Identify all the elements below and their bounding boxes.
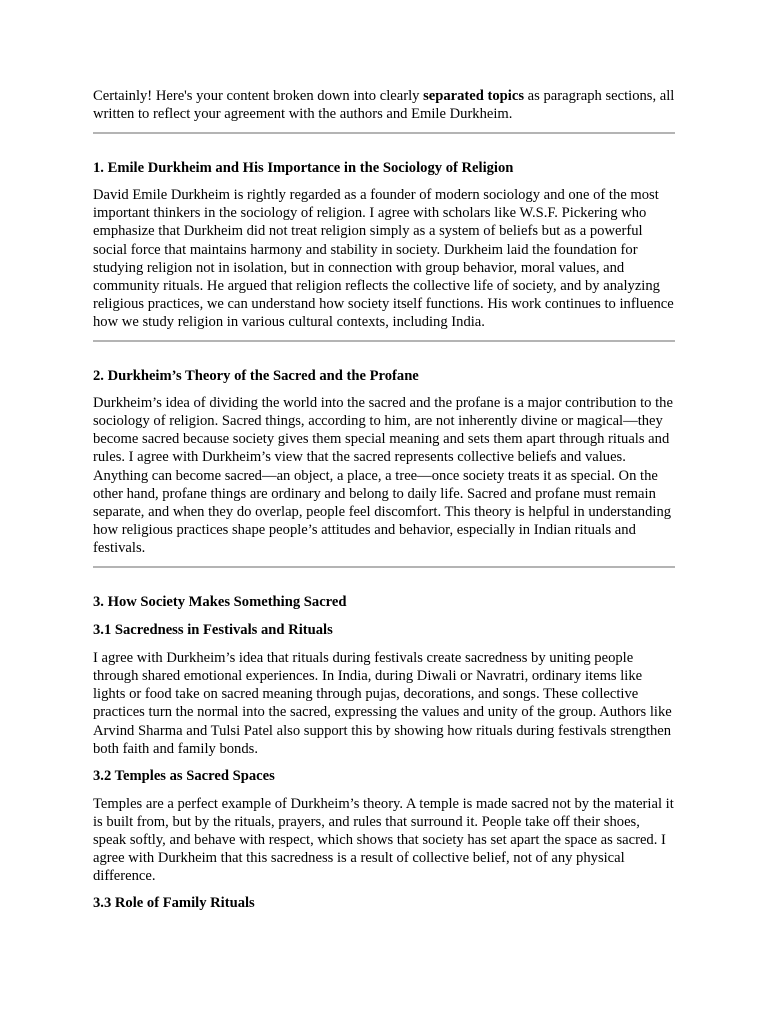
section-3-2-body: Temples are a perfect example of Durkheim’s theory. A temple is made sacred not by the material it is built from, but by the rituals, prayers, and rules that surround it. People take off their shoes, speak softly, and behave with respect, which shows that society has set apart the space as sacred. I agree with Durkheim that this sacredness is a result of collective belief, not of any physical difference. [93,795,674,885]
section-1-heading: 1. Emile Durkheim and His Importance in the Sociology of Religion [93,160,514,177]
intro-text-start: Certainly! Here's your content broken down into clearly [93,88,424,104]
section-3-1-heading: 3.1 Sacredness in Festivals and Rituals [93,622,333,639]
section-divider [93,340,675,342]
section-2-body: Durkheim’s idea of dividing the world into the sacred and the profane is a major contribution to the sociology of religion. Sacred things, according to him, are not inherently divine or magical—they become sacred because society gives them special meaning and sets them apart through rituals and rules. I agree with Durkheim’s view that the sacred represents collective beliefs and values. Anything can become sacred—an object, a place, a tree—once society treats it as special. On the other hand, profane things are ordinary and belong to daily life. Sacred and profane must remain separate, and when they do overlap, people feel discomfort. This theory is helpful in understanding how religious practices shape people’s attitudes and behavior, especially in Indian rituals and festivals. [93,395,673,556]
section-divider [93,566,675,568]
section-3-2-heading: 3.2 Temples as Sacred Spaces [93,767,275,784]
document-content [93,87,675,922]
intro-bold-text: separated topics [423,88,525,104]
section-3-3-heading: 3.3 Role of Family Rituals [93,895,255,912]
intro-text-end: as paragraph sections, all written to reflect your agreement with the authors and Emile Durkheim. [93,88,675,123]
section-3-1-body: I agree with Durkheim’s idea that rituals during festivals create sacredness by uniting people through shared emotional experiences. In India, during Diwali or Navratri, ordinary items like lights or food take on sacred meaning through pujas, decorations, and songs. These collective practices turn the normal into the sacred, expressing the values and unity of the group. Authors like Arvind Sharma and Tulsi Patel also support this by showing how rituals during festivals strengthen both faith and family bonds. [93,650,672,757]
section-2-heading: 2. Durkheim’s Theory of the Sacred and the Profane [93,368,419,385]
section-3-heading: 3. How Society Makes Something Sacred [93,593,347,610]
section-1-body: David Emile Durkheim is rightly regarded as a founder of modern sociology and one of the most important thinkers in the sociology of religion. I agree with scholars like W.S.F. Pickering who emphasize that Durkheim did not treat religion simply as a system of beliefs but as a powerful social force that maintains harmony and stability in society. Durkheim laid the foundation for studying religion not in isolation, but in connection with group behavior, moral values, and community rituals. He argued that religion reflects the collective life of society, and by analyzing religious practices, we can understand how society itself functions. His work continues to influence how we study religion in various cultural contexts, including India. [93,187,674,330]
intro-paragraph [93,87,675,123]
section-divider [93,132,675,134]
